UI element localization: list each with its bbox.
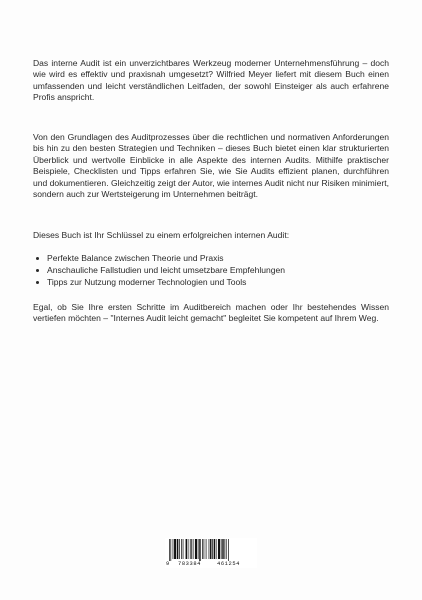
barcode-bar [199, 539, 200, 561]
key-paragraph-text: Dieses Buch ist Ihr Schlüssel zu einem erfolgreichen internen Audit: [33, 230, 290, 240]
list-item [33, 265, 389, 277]
barcode-bar [206, 539, 207, 559]
isbn-barcode [165, 538, 257, 568]
barcode-bar [202, 539, 203, 559]
bullet-icon [36, 257, 39, 260]
barcode-bar [204, 539, 205, 559]
content-paragraph [33, 132, 389, 200]
feature-bullet-list [33, 253, 389, 288]
bullet-text: Perfekte Balance zwischen Theorie und Praxis [47, 253, 224, 263]
barcode-bar [228, 539, 229, 561]
barcode-bar [224, 539, 225, 559]
intro-paragraph [33, 58, 389, 104]
barcode-digits-left: 783384 [178, 561, 202, 567]
barcode-bar [177, 539, 178, 559]
intro-paragraph-text: Das interne Audit ist ein unverzichtbares Werkzeug moderner Unternehmensführung – doch wie wird es effektiv und praxisnah umgesetzt? Wilfried Meyer liefert mit diesem Buch einen umfassenden und leicht verständlichen Leitfaden, der sowohl Einsteiger als auch erfahrene Profis anspricht. [33, 58, 389, 103]
barcode-digit-first: 9 [166, 561, 170, 567]
barcode-bar [198, 539, 199, 559]
barcode-bar [222, 539, 223, 559]
barcode-bar [190, 539, 191, 559]
barcode-bar [221, 539, 222, 559]
bullet-text: Tipps zur Nutzung moderner Technologien und Tools [47, 276, 247, 287]
barcode-bar [181, 539, 182, 559]
barcode-bar [193, 539, 194, 559]
barcode-bar [188, 539, 189, 559]
closing-paragraph [33, 302, 389, 325]
bullet-icon [36, 269, 39, 272]
content-paragraph-text: Von den Grundlagen des Auditprozesses über die rechtlichen und normativen Anforderungen bis hin zu den besten Strategien und Techniken – dieses Buch bietet einen klar strukturierten Überblick und wertvolle Einblicke in alle Aspekte des internen Audits. Mithilfe praktischer Beispiele, Checklisten und Tipps erfahren Sie, wie Sie Audits effizient planen, durchführen und dokumentieren. Gleichzeitig zeigt der Autor, wie internes Audit nicht nur Risiken minimiert, sondern auch zur Wertsteigerung im Unternehmen beiträgt. [33, 132, 389, 200]
closing-paragraph-text: Egal, ob Sie Ihre ersten Schritte im Auditbereich machen oder Ihr bestehendes Wissen vertiefen möchten – "Internes Audit leicht gemacht" begleitet Sie kompetent auf Ihrem Weg. [33, 302, 389, 324]
list-item [33, 253, 389, 265]
barcode-bar [209, 539, 210, 559]
barcode-bar [214, 539, 215, 559]
barcode-bar [179, 539, 180, 559]
barcode-digits-right: 461254 [217, 561, 241, 567]
barcode-bar [210, 539, 211, 559]
barcode-bar [218, 539, 220, 559]
barcode-bar [226, 539, 227, 559]
list-item [33, 277, 389, 289]
barcode-bar [174, 539, 176, 559]
barcode-bar [195, 539, 197, 559]
barcode-bar [170, 539, 171, 561]
bullet-text: Anschauliche Fallstudien und leicht umsetzbare Empfehlungen [47, 264, 286, 275]
bullet-icon [36, 281, 39, 284]
barcode-bar [191, 539, 192, 559]
barcode-bars [169, 539, 253, 561]
barcode-bar [169, 539, 170, 561]
barcode-bar [183, 539, 184, 559]
barcode-bar [186, 539, 187, 559]
barcode-bar [216, 539, 217, 559]
barcode-bar [173, 539, 174, 559]
barcode-bar [212, 539, 213, 559]
key-paragraph [33, 230, 389, 241]
